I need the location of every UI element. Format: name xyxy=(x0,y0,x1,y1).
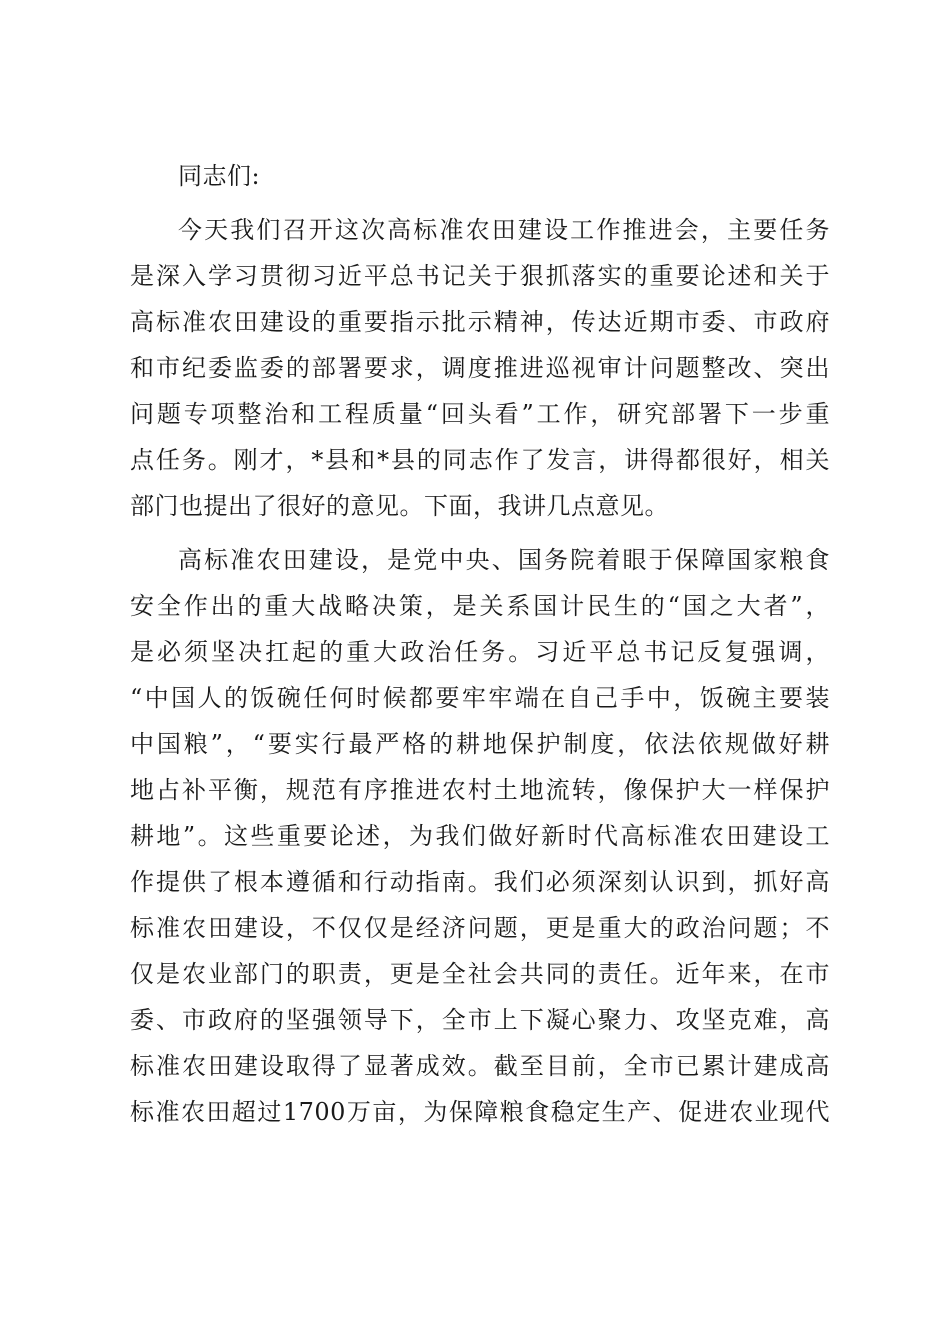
paragraph-1 xyxy=(130,207,830,529)
paragraph-line: 地占补平衡，规范有序推进农村土地流转，像保护大一样保护 xyxy=(130,776,830,804)
paragraph-line: 问题专项整治和工程质量“回头看”工作，研究部署下一步重 xyxy=(130,400,830,428)
paragraph-line: 耕地”。这些重要论述，为我们做好新时代高标准农田建设工 xyxy=(130,822,830,850)
paragraph-line: 部门也提出了很好的意见。下面，我讲几点意见。 xyxy=(130,492,669,520)
paragraph-line: 仅是农业部门的职责，更是全社会共同的责任。近年来，在市 xyxy=(130,960,830,988)
paragraph-line: 和市纪委监委的部署要求，调度推进巡视审计问题整改、突出 xyxy=(130,354,830,382)
paragraph-line: 点任务。刚才，*县和*县的同志作了发言，讲得都很好，相关 xyxy=(130,446,830,474)
paragraph-line: “中国人的饭碗任何时候都要牢牢端在自己手中，饭碗主要装 xyxy=(130,684,830,712)
salutation: 同志们: xyxy=(178,162,261,190)
paragraph-line: 是必须坚决扛起的重大政治任务。习近平总书记反复强调， xyxy=(130,638,830,666)
paragraph-line: 作提供了根本遵循和行动指南。我们必须深刻认识到，抓好高 xyxy=(130,868,830,896)
paragraph-line: 是深入学习贯彻习近平总书记关于狠抓落实的重要论述和关于 xyxy=(130,262,830,290)
paragraph-2 xyxy=(130,537,830,1135)
paragraph-line: 今天我们召开这次高标准农田建设工作推进会，主要任务 xyxy=(178,216,830,244)
paragraph-line: 高标准农田建设，是党中央、国务院着眼于保障国家粮食 xyxy=(178,546,830,574)
paragraph-gap xyxy=(130,529,830,537)
speech-body xyxy=(130,153,830,1135)
paragraph-line: 标准农田超过1700万亩，为保障粮食稳定生产、促进农业现代 xyxy=(130,1098,830,1126)
paragraph-line: 标准农田建设取得了显著成效。截至目前，全市已累计建成高 xyxy=(130,1052,830,1080)
paragraph-line: 安全作出的重大战略决策，是关系国计民生的“国之大者”， xyxy=(130,592,830,620)
paragraph-line: 高标准农田建设的重要指示批示精神，传达近期市委、市政府 xyxy=(130,308,830,336)
paragraph-line: 委、市政府的坚强领导下，全市上下凝心聚力、攻坚克难，高 xyxy=(130,1006,830,1034)
paragraph-line: 中国粮”，“要实行最严格的耕地保护制度，依法依规做好耕 xyxy=(130,730,830,758)
paragraph-gap xyxy=(130,199,830,207)
paragraph-line: 标准农田建设，不仅仅是经济问题，更是重大的政治问题；不 xyxy=(130,914,830,942)
